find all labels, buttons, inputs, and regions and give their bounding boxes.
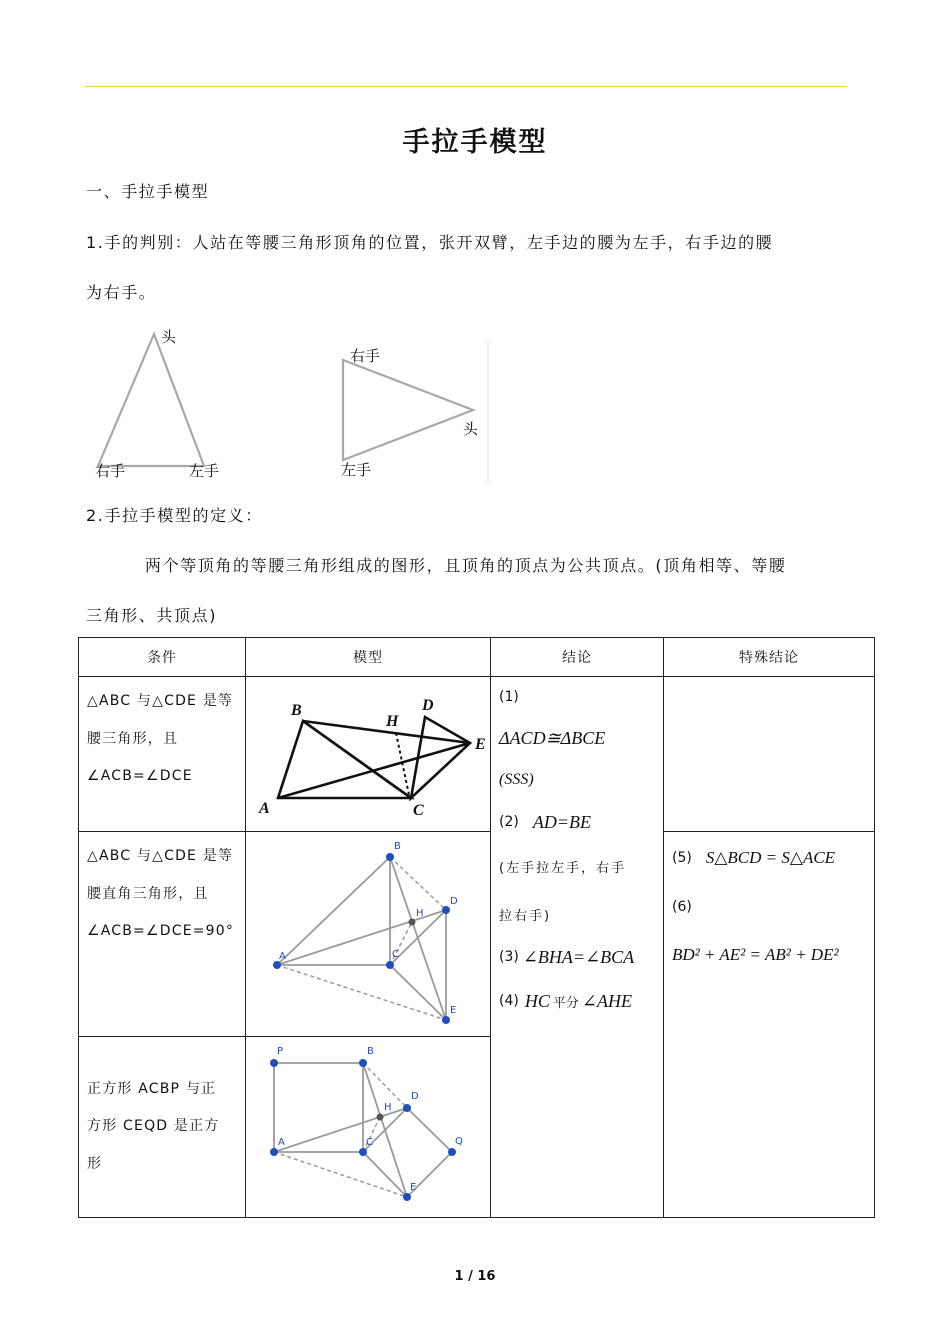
conclusion-4-number: (4) — [499, 993, 519, 1009]
m3-label-Q: Q — [455, 1136, 463, 1147]
conclusion-4-expression-a: HC — [524, 990, 550, 1011]
m2-label-H: H — [416, 908, 424, 919]
model-right-isosceles-diagram — [246, 832, 491, 1032]
header-special-conclusion: 特殊结论 — [664, 638, 875, 677]
conclusion-3-number: (3) — [499, 949, 519, 965]
m2-label-D: D — [450, 896, 458, 907]
m3-label-A: A — [278, 1137, 285, 1148]
special-6-line — [672, 930, 874, 980]
model-cell-2 — [246, 832, 491, 1037]
fig2-head-label: 头 — [463, 420, 479, 438]
conclusion-1-expression: ΔACD≅ΔBCE — [499, 727, 606, 748]
header-condition: 条件 — [79, 638, 246, 677]
special-cell-empty — [664, 677, 875, 832]
m3-label-P: P — [277, 1046, 284, 1057]
m2-label-A: A — [279, 951, 286, 962]
model-cell-3 — [246, 1037, 491, 1218]
conclusion-2-note-line-2: 拉右手) — [499, 908, 552, 924]
condition-1-line-1: △ABC 与△CDE 是等 — [87, 693, 234, 709]
m2-label-B: B — [394, 841, 401, 852]
section-heading-2: 2.手拉手模型的定义： — [86, 506, 263, 525]
fig1-head-label: 头 — [161, 328, 177, 346]
conclusion-2-expression: AD=BE — [532, 811, 591, 832]
page-number: 1 / 16 — [454, 1269, 496, 1284]
m3-label-D: D — [411, 1091, 419, 1102]
paragraph-1-line-1: 1.手的判别：人站在等腰三角形顶角的位置，张开双臂，左手边的腰为左手，右手边的腰 — [86, 233, 774, 252]
m2-label-C: C — [392, 949, 399, 960]
model-isosceles-diagram — [246, 677, 491, 827]
conclusion-1-reason-line — [499, 759, 663, 801]
paragraph-2-line-1: 两个等顶角的等腰三角形组成的图形，且顶角的顶点为公共顶点。(顶角相等、等腰 — [145, 556, 787, 575]
model-squares-diagram — [246, 1037, 491, 1213]
m1-label-C: C — [413, 802, 424, 819]
special-5-number: (5) — [672, 850, 692, 866]
condition-cell-1 — [79, 677, 246, 832]
paragraph-1-line-2: 为右手。 — [86, 283, 157, 302]
section-heading-1: 一、手拉手模型 — [86, 182, 210, 201]
conclusion-2-note-line-1: (左手拉左手，右手 — [499, 860, 627, 876]
special-6-expression: BD² + AE² = AB² + DE² — [672, 945, 839, 964]
paragraph-2-line-2: 三角形、共顶点) — [86, 606, 218, 625]
special-5-expression: S△BCD = S△ACE — [705, 848, 836, 867]
conclusion-1-number: (1) — [499, 689, 519, 705]
table-header-row — [79, 638, 875, 677]
fig2-right-hand-label: 右手 — [350, 347, 381, 365]
conclusion-2-line — [499, 801, 663, 843]
condition-3-line-2: 方形 CEQD 是正方 — [87, 1118, 220, 1135]
m3-label-C: C — [366, 1137, 373, 1148]
conclusion-4-line — [499, 975, 663, 1027]
page-title: 手拉手模型 — [402, 127, 548, 158]
condition-2-line-1: △ABC 与△CDE 是等 — [87, 848, 234, 864]
header-model: 模型 — [246, 638, 491, 677]
m1-label-H: H — [386, 713, 399, 730]
condition-cell-3 — [79, 1037, 246, 1218]
conclusion-4-expression-b: ∠AHE — [581, 990, 632, 1011]
conclusion-3-expression: ∠BHA=∠BCA — [522, 946, 635, 967]
m1-label-B: B — [291, 702, 302, 719]
special-6-number: (6) — [672, 899, 692, 915]
model-table — [78, 637, 875, 1218]
m3-label-B: B — [367, 1046, 374, 1057]
header-conclusion: 结论 — [491, 638, 664, 677]
fig1-left-hand-label: 左手 — [189, 462, 220, 480]
condition-1-line-3: ∠ACB=∠DCE — [87, 768, 193, 784]
conclusion-4-middle: 平分 — [552, 995, 579, 1011]
condition-3-line-3: 形 — [87, 1155, 103, 1172]
header-rule — [85, 86, 847, 87]
fig2-left-hand-label: 左手 — [341, 461, 372, 479]
conclusion-cell — [491, 677, 664, 1218]
m1-label-A: A — [259, 800, 270, 817]
condition-2-line-3: ∠ACB=∠DCE=90° — [87, 923, 235, 939]
m1-label-E: E — [475, 736, 486, 753]
condition-3-line-1: 正方形 ACBP 与正 — [87, 1080, 217, 1097]
special-5-line — [672, 832, 874, 884]
m1-label-D: D — [422, 697, 434, 714]
conclusion-2-number: (2) — [499, 814, 519, 830]
fig1-right-hand-label: 右手 — [95, 462, 126, 480]
conclusion-1-line — [499, 717, 663, 759]
condition-1-line-2: 腰三角形，且 — [87, 730, 179, 747]
m3-label-E: E — [410, 1182, 417, 1193]
table-row — [79, 832, 875, 1037]
model-cell-1 — [246, 677, 491, 832]
special-conclusion-cell — [664, 832, 875, 1218]
m3-label-H: H — [384, 1102, 392, 1113]
conclusion-3-line — [499, 939, 663, 975]
conclusion-1-reason: (SSS) — [499, 771, 534, 788]
condition-cell-2 — [79, 832, 246, 1037]
table-row — [79, 677, 875, 832]
condition-2-line-2: 腰直角三角形，且 — [87, 885, 209, 902]
m2-label-E: E — [450, 1005, 457, 1016]
